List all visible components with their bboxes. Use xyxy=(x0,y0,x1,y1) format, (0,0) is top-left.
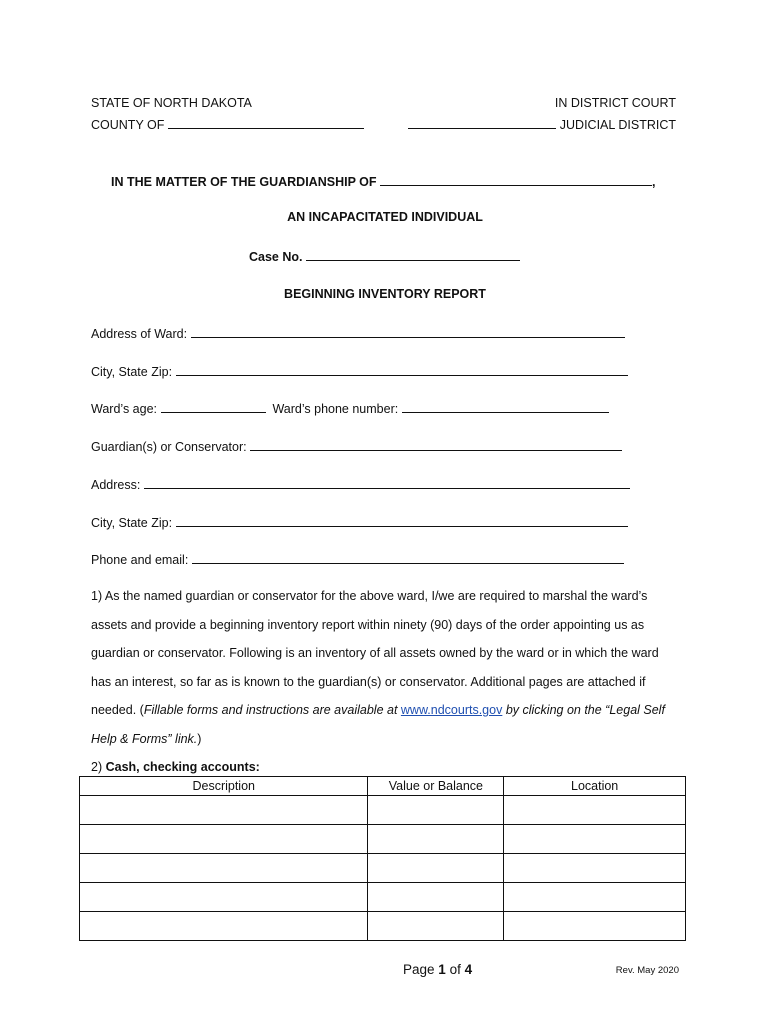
wards-age-label: Ward’s age: xyxy=(91,402,158,416)
table-cell-description[interactable] xyxy=(80,825,368,854)
phone-email-field[interactable] xyxy=(192,551,624,564)
address-field[interactable] xyxy=(144,476,630,489)
phone-email-row xyxy=(91,551,624,567)
city-state-zip-label: City, State Zip: xyxy=(91,365,173,379)
table-cell-description[interactable] xyxy=(80,912,368,941)
county-field[interactable] xyxy=(168,116,364,129)
column-header-location: Location xyxy=(504,777,686,796)
table-cell-value[interactable] xyxy=(368,825,504,854)
court-label: IN DISTRICT COURT xyxy=(554,96,676,110)
table-row xyxy=(80,825,686,854)
wards-age-field[interactable] xyxy=(161,400,266,413)
district-field[interactable] xyxy=(408,116,556,129)
page-current: 1 xyxy=(438,962,446,977)
table-cell-value[interactable] xyxy=(368,883,504,912)
city-state-zip-2-label: City, State Zip: xyxy=(91,516,173,530)
column-header-description: Description xyxy=(80,777,368,796)
report-title: BEGINNING INVENTORY REPORT xyxy=(284,287,486,301)
county-label: COUNTY OF xyxy=(91,118,165,132)
guardian-label: Guardian(s) or Conservator: xyxy=(91,440,247,454)
section2-number: 2) xyxy=(91,760,106,774)
cash-accounts-table xyxy=(79,776,686,941)
section1-paragraph xyxy=(91,582,681,753)
case-no-row xyxy=(249,248,520,264)
matter-label: IN THE MATTER OF THE GUARDIANSHIP OF xyxy=(111,175,377,189)
table-cell-location[interactable] xyxy=(504,912,686,941)
table-cell-value[interactable] xyxy=(368,796,504,825)
city-state-zip-2-row xyxy=(91,514,628,530)
page-of: of xyxy=(449,962,461,977)
wards-phone-label: Ward’s phone number: xyxy=(272,402,399,416)
table-cell-description[interactable] xyxy=(80,883,368,912)
phone-email-label: Phone and email: xyxy=(91,553,189,567)
table-row xyxy=(80,796,686,825)
revision-date: Rev. May 2020 xyxy=(615,965,679,976)
page-prefix: Page xyxy=(403,962,435,977)
table-cell-description[interactable] xyxy=(80,854,368,883)
county-row xyxy=(91,116,364,132)
address-of-ward-row xyxy=(91,325,625,341)
city-state-zip-field[interactable] xyxy=(176,363,628,376)
table-row xyxy=(80,854,686,883)
age-phone-row xyxy=(91,400,609,416)
incapacitated-label: AN INCAPACITATED INDIVIDUAL xyxy=(287,210,483,224)
section1-italic: Fillable forms and instructions are available at xyxy=(143,703,401,717)
wards-phone-field[interactable] xyxy=(402,400,609,413)
table-cell-location[interactable] xyxy=(504,796,686,825)
table-cell-location[interactable] xyxy=(504,825,686,854)
address-of-ward-label: Address of Ward: xyxy=(91,327,188,341)
guardian-field[interactable] xyxy=(250,438,622,451)
section1-close: ) xyxy=(197,731,202,746)
table-cell-description[interactable] xyxy=(80,796,368,825)
table-row xyxy=(80,883,686,912)
section1-text: 1) As the named guardian or conservator for the above ward, I/we are required to marshal the ward’s assets and provide a beginning inventory report within ninety (90) days of the order appointing us as guardian or conservator. Following is an inventory of all assets owned by the ward or in which the ward has an interest, so far as is known to the guardian(s) or conservator. Additional pages are attached if needed. ( xyxy=(91,589,659,717)
table-cell-value[interactable] xyxy=(368,912,504,941)
section2-heading-row xyxy=(91,760,260,774)
page-number xyxy=(403,962,472,977)
case-no-label: Case No. xyxy=(249,250,303,264)
state-label: STATE OF NORTH DAKOTA xyxy=(91,96,252,110)
table-cell-location[interactable] xyxy=(504,883,686,912)
guardian-row xyxy=(91,438,622,454)
matter-row xyxy=(111,173,655,189)
table-header-row xyxy=(80,777,686,796)
page-total: 4 xyxy=(464,962,473,977)
case-no-field[interactable] xyxy=(306,248,520,261)
ward-name-field[interactable] xyxy=(380,173,652,186)
city-state-zip-2-field[interactable] xyxy=(176,514,628,527)
district-row xyxy=(408,116,676,132)
table-row xyxy=(80,912,686,941)
matter-comma: , xyxy=(652,175,656,189)
ndcourts-link[interactable]: www.ndcourts.gov xyxy=(400,703,503,717)
table-cell-location[interactable] xyxy=(504,854,686,883)
column-header-value: Value or Balance xyxy=(368,777,504,796)
address-of-ward-field[interactable] xyxy=(191,325,625,338)
section2-heading: Cash, checking accounts: xyxy=(105,760,260,774)
district-label: JUDICIAL DISTRICT xyxy=(559,118,676,132)
section1-italic-tail: by clicking on the “Legal Self Help & Forms” link. xyxy=(91,703,665,746)
address-label: Address: xyxy=(91,478,141,492)
city-state-zip-row xyxy=(91,363,628,379)
address-row xyxy=(91,476,630,492)
table-cell-value[interactable] xyxy=(368,854,504,883)
